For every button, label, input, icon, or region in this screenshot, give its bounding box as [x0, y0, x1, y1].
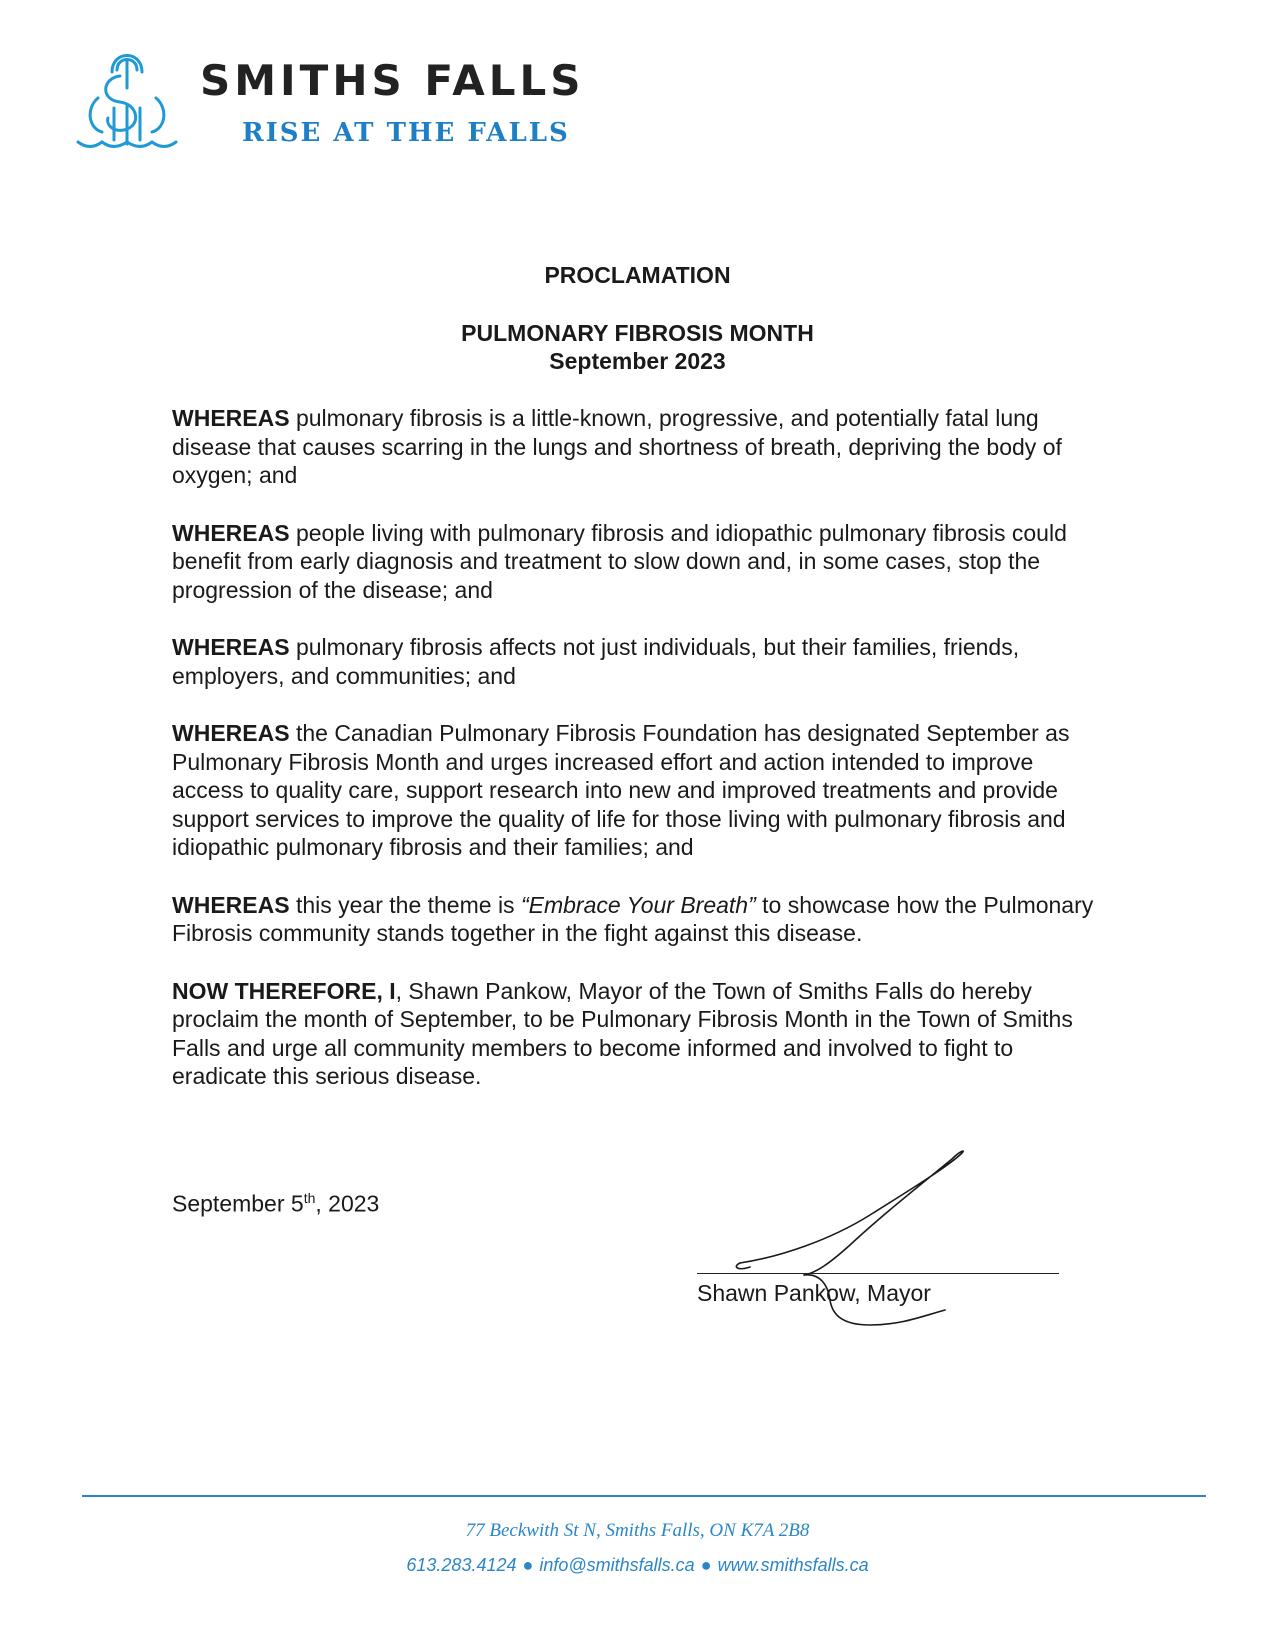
whereas-paragraph-3: WHEREAS pulmonary fibrosis affects not just individuals, but their families, friends, employers, and communities; and — [172, 634, 1020, 689]
footer-email: info@smithsfalls.ca — [539, 1555, 695, 1575]
proclamation-date: September 5th, 2023 — [172, 1190, 380, 1217]
proclamation-body — [172, 404, 1102, 1120]
bullet-icon: ● — [700, 1555, 712, 1575]
theme-quote: “Embrace Your Breath” — [520, 891, 756, 918]
whereas-paragraph-1: WHEREAS pulmonary fibrosis is a little-known, progressive, and potentially fatal lung disease that causes scarring in the lungs and shortness of breath, depriving the body of oxygen; and — [172, 405, 1062, 488]
proclamation-heading: PROCLAMATION — [544, 262, 731, 288]
footer-website: www.smithsfalls.ca — [717, 1555, 869, 1575]
whereas-paragraph-4: WHEREAS the Canadian Pulmonary Fibrosis Foundation has designated September as Pulmonary Fibrosis Month and urges increased effort and action intended to improve access to quality care, support research into new and improved treatments and provide support services to improve the quality of life for those living with pulmonary fibrosis and idiopathic pulmonary fibrosis and their families; and — [172, 720, 1070, 860]
footer-address: 77 Beckwith St N, Smiths Falls, ON K7A 2B8 — [465, 1520, 810, 1541]
proclamation-subject: PULMONARY FIBROSIS MONTH — [461, 320, 814, 346]
footer-divider — [82, 1495, 1206, 1497]
footer-contact — [0, 1555, 1275, 1576]
fountain-logo-icon — [72, 48, 182, 158]
bullet-icon: ● — [522, 1555, 534, 1575]
footer-phone: 613.283.4124 — [406, 1555, 517, 1575]
whereas-paragraph-2: WHEREAS people living with pulmonary fibrosis and idiopathic pulmonary fibrosis could benefit from early diagnosis and treatment to slow down and, in some cases, stop the progression of the disease; and — [172, 519, 1067, 603]
whereas-paragraph-5: WHEREAS this year the theme is “Embrace Your Breath” to showcase how the Pulmonary Fibrosis community stands together in the fight against this disease. — [172, 891, 1094, 946]
proclamation-period: September 2023 — [549, 348, 726, 374]
now-therefore-paragraph: NOW THEREFORE, I, Shawn Pankow, Mayor of the Town of Smiths Falls do hereby proclaim the month of September, to be Pulmonary Fibrosis Month in the Town of Smiths Falls and urge all community members to become informed and involved to fight to eradicate this serious disease. — [172, 977, 1073, 1089]
signature-line — [697, 1273, 1059, 1274]
town-tagline: RISE AT THE FALLS — [242, 118, 570, 148]
town-name: SMITHS FALLS — [200, 56, 585, 105]
signatory-name: Shawn Pankow, Mayor — [697, 1280, 931, 1306]
